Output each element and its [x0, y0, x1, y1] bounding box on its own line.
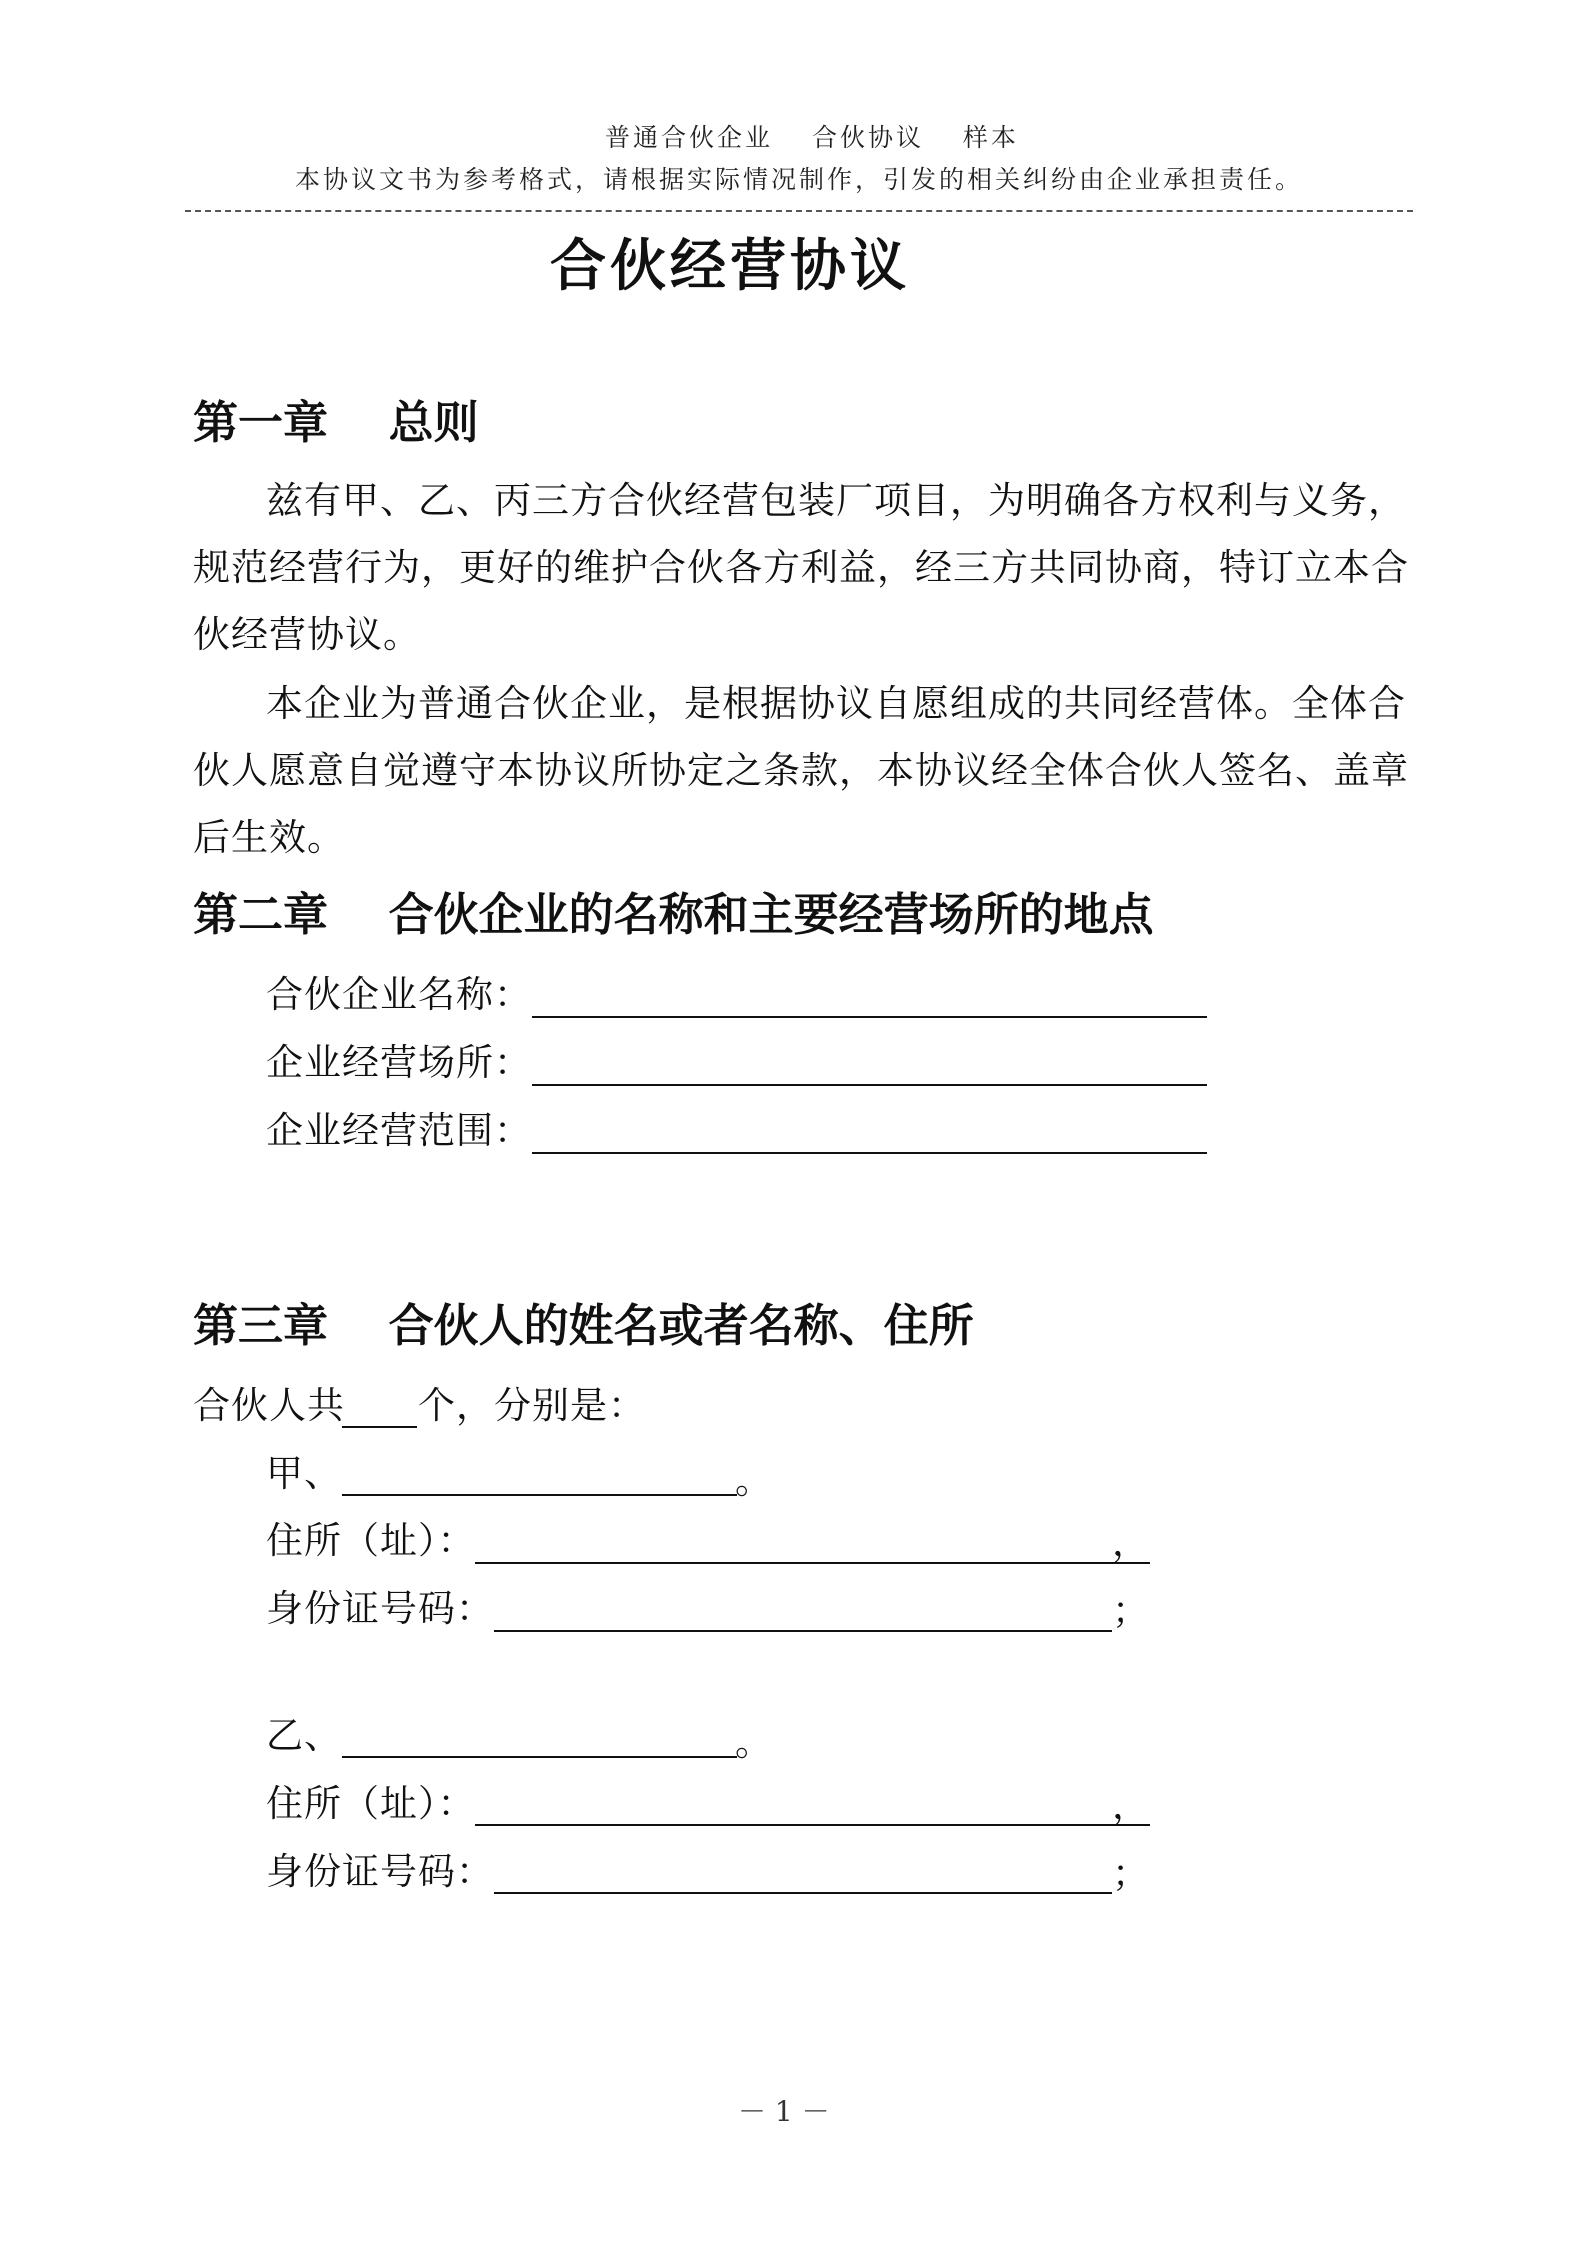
- chapter-2-heading: 第二章 合伙企业的名称和主要经营场所的地点: [193, 888, 1154, 941]
- header-divider: [185, 210, 1413, 212]
- field-label-business-location: 企业经营场所：: [266, 1041, 532, 1084]
- document-title: 合伙经营协议: [550, 234, 910, 299]
- chapter-1-line: 兹有甲、乙、丙三方合伙经营包装厂项目，为明确各方权利与义务，: [266, 479, 1406, 522]
- partner-b-address-label: 住所（址）：: [266, 1782, 476, 1825]
- partner-a-label: 甲、: [266, 1452, 342, 1495]
- chapter-1-heading: 第一章 总则: [193, 396, 479, 449]
- chapter-1-line: 伙人愿意自觉遵守本协议所协定之条款，本协议经全体合伙人签名、盖章: [193, 749, 1409, 792]
- partner-b-address-blank[interactable]: [475, 1824, 1150, 1826]
- partner-b-id-end: ；: [1112, 1852, 1150, 1895]
- partner-a-name-blank[interactable]: [342, 1494, 737, 1496]
- partner-a-id-label: 身份证号码：: [266, 1587, 494, 1630]
- field-label-business-scope: 企业经营范围：: [266, 1109, 532, 1152]
- field-label-company-name: 合伙企业名称：: [266, 973, 532, 1016]
- business-location-blank[interactable]: [532, 1084, 1207, 1086]
- chapter-1-line: 伙经营协议。: [193, 613, 421, 656]
- chapter-1-line: 本企业为普通合伙企业，是根据协议自愿组成的共同经营体。全体合: [266, 682, 1406, 725]
- partner-b-id-label: 身份证号码：: [266, 1850, 494, 1893]
- partner-a-address-label: 住所（址）：: [266, 1519, 476, 1562]
- partner-a-id-blank[interactable]: [494, 1630, 1112, 1632]
- chapter-1-line: 后生效。: [193, 816, 345, 859]
- partner-a-id-end: ；: [1112, 1589, 1150, 1632]
- partner-a-address-end: ，: [1112, 1521, 1150, 1564]
- partner-b-label: 乙、: [266, 1714, 342, 1757]
- chapter-1-line: 规范经营行为，更好的维护合伙各方利益，经三方共同协商，特订立本合: [193, 546, 1409, 589]
- partner-b-name-blank[interactable]: [342, 1756, 737, 1758]
- page-number: － 1 －: [738, 2095, 830, 2128]
- partner-count-suffix: 个，分别是：: [418, 1384, 646, 1427]
- partner-b-end: 。: [735, 1721, 773, 1764]
- partner-count-blank[interactable]: [342, 1426, 417, 1428]
- partner-b-id-blank[interactable]: [494, 1892, 1112, 1894]
- partner-a-address-blank[interactable]: [475, 1562, 1150, 1564]
- company-name-blank[interactable]: [532, 1016, 1207, 1018]
- partner-count-prefix: 合伙人共: [193, 1384, 345, 1427]
- partner-a-end: 。: [735, 1459, 773, 1502]
- chapter-3-heading: 第三章 合伙人的姓名或者名称、住所: [193, 1299, 974, 1352]
- header-line-2: 本协议文书为参考格式，请根据实际情况制作，引发的相关纠纷由企业承担责任。: [295, 165, 1304, 194]
- partner-b-address-end: ，: [1112, 1784, 1150, 1827]
- business-scope-blank[interactable]: [532, 1152, 1207, 1154]
- header-line-1: 普通合伙企业 合伙协议 样本: [605, 123, 1019, 152]
